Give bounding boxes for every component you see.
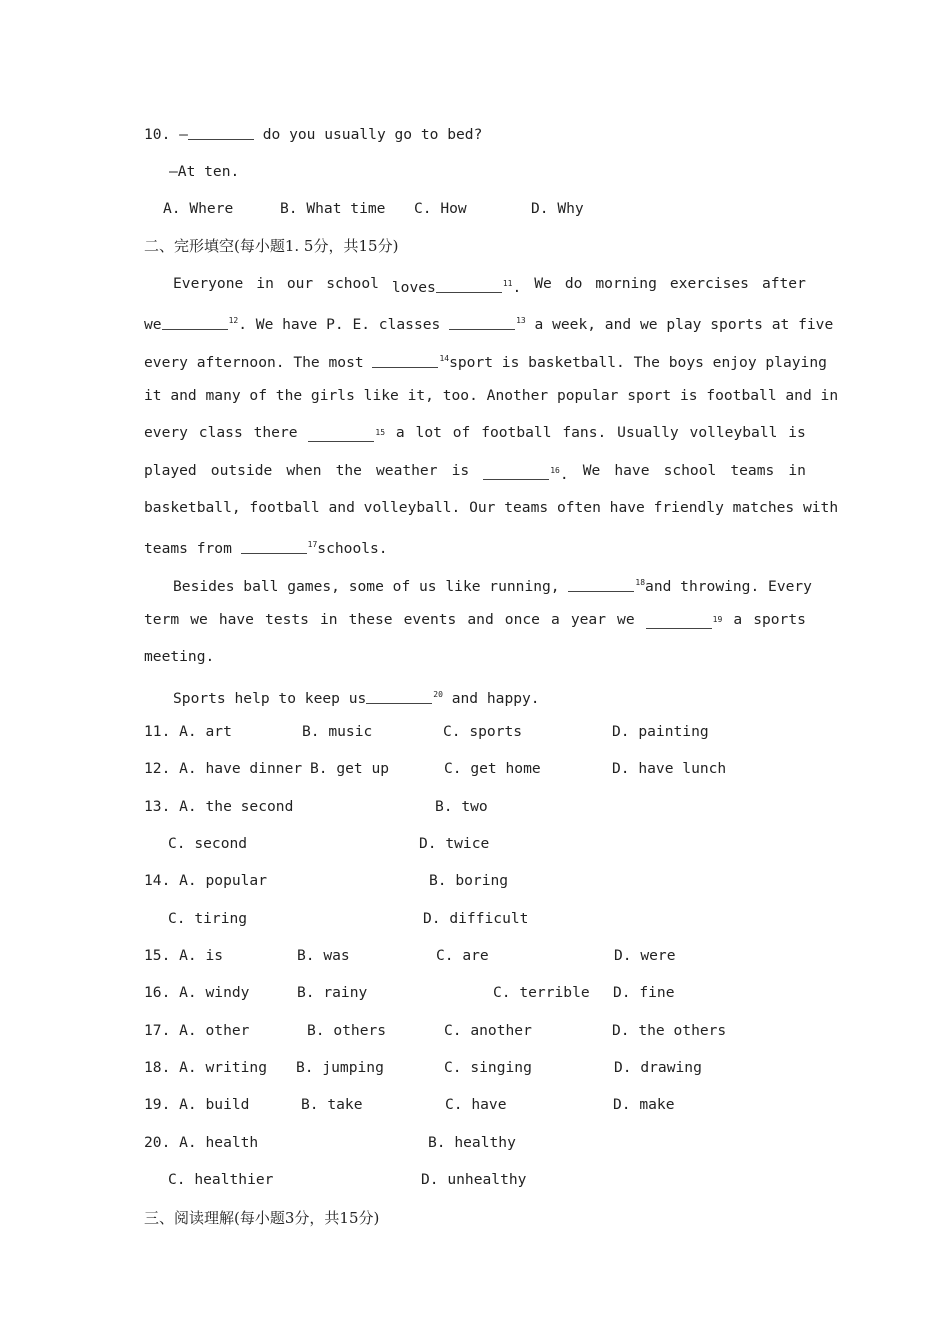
q10-option-a[interactable]: A. Where <box>163 200 234 217</box>
blank-16[interactable] <box>483 465 549 480</box>
q20-option-d[interactable]: D. unhealthy <box>421 1171 527 1188</box>
q14-option-c[interactable]: C. tiring <box>168 910 248 927</box>
q19-option-b[interactable]: B. take <box>301 1096 363 1113</box>
q10-stem <box>144 125 482 145</box>
q13-option-a[interactable]: 13. A. the second <box>144 798 294 815</box>
blank-14[interactable] <box>372 353 438 368</box>
blank-number-14: 14 <box>439 354 450 363</box>
q18-option-c[interactable]: C. singing <box>444 1059 532 1076</box>
q18-option-d[interactable]: D. drawing <box>614 1059 702 1076</box>
blank-13[interactable] <box>449 315 515 330</box>
blank-number-16: 16 <box>550 466 560 475</box>
q10-reply: —At ten. <box>169 163 240 180</box>
q18-option-a[interactable]: 18. A. writing <box>144 1059 268 1076</box>
q15-option-d[interactable]: D. were <box>614 947 676 964</box>
q16-option-a[interactable]: 16. A. windy <box>144 984 250 1001</box>
passage-line-5: every class there $^{15}$ a lot of football fans. Usually volleyball is <box>144 424 806 441</box>
q19-option-a[interactable]: 19. A. build <box>144 1096 250 1113</box>
q13-option-c[interactable]: C. second <box>168 835 248 852</box>
q20-option-a[interactable]: 20. A. health <box>144 1134 259 1151</box>
passage-p3-line-1: Sports help to keep us $^{20}$ and happy. <box>173 690 540 707</box>
blank-17[interactable] <box>241 539 307 554</box>
passage-line-6: played outside when the weather is $^{16}$. We have school teams in <box>144 462 806 483</box>
q16-option-d[interactable]: D. fine <box>613 984 675 1001</box>
passage-line-4: it and many of the girls like it, too. Another popular sport is football and in <box>144 387 839 404</box>
q20-option-b[interactable]: B. healthy <box>428 1134 516 1151</box>
blank-number-20: 20 <box>433 690 443 699</box>
q13-option-b[interactable]: B. two <box>435 798 488 815</box>
q11-option-a[interactable]: 11. A. art <box>144 723 232 740</box>
blank-20[interactable] <box>366 689 432 704</box>
q12-option-a[interactable]: 12. A. have dinner <box>144 760 303 777</box>
section3-heading: 三、阅读理解(每小题3分，共15分) <box>144 1209 380 1227</box>
q12-option-c[interactable]: C. get home <box>444 760 541 777</box>
passage-line-8: teams from $^{17}$schools. <box>144 540 388 557</box>
blank-number-15: 15 <box>375 428 386 437</box>
q10-blank[interactable] <box>188 125 254 140</box>
q11-option-b[interactable]: B. music <box>302 723 373 740</box>
q16-option-b[interactable]: B. rainy <box>297 984 368 1001</box>
q12-option-b[interactable]: B. get up <box>310 760 390 777</box>
q10-option-c[interactable]: C. How <box>414 200 467 217</box>
section2-heading: 二、完形填空(每小题1. 5分，共15分) <box>144 237 399 255</box>
passage-line-1: Everyone in our school loves $^{11}$. We do morning exercises after <box>173 275 806 296</box>
blank-19[interactable] <box>646 614 712 629</box>
q17-option-c[interactable]: C. another <box>444 1022 532 1039</box>
q17-option-d[interactable]: D. the others <box>612 1022 727 1039</box>
q15-option-c[interactable]: C. are <box>436 947 489 964</box>
q10-suffix: do you usually go to bed? <box>253 126 483 143</box>
blank-12[interactable] <box>162 315 228 330</box>
q11-option-d[interactable]: D. painting <box>612 723 709 740</box>
passage-p2-line-3: meeting. <box>144 648 215 665</box>
q14-option-b[interactable]: B. boring <box>429 872 509 889</box>
blank-18[interactable] <box>568 577 634 592</box>
blank-number-19: 19 <box>712 615 723 624</box>
blank-11[interactable] <box>436 278 502 293</box>
q15-option-b[interactable]: B. was <box>297 947 350 964</box>
q19-option-d[interactable]: D. make <box>613 1096 675 1113</box>
passage-line-3: every afternoon. The most $^{14}$sport is basketball. The boys enjoy playing <box>144 354 827 371</box>
q13-option-d[interactable]: D. twice <box>419 835 490 852</box>
q15-option-a[interactable]: 15. A. is <box>144 947 224 964</box>
q17-option-a[interactable]: 17. A. other <box>144 1022 250 1039</box>
q17-option-b[interactable]: B. others <box>307 1022 387 1039</box>
blank-number-17: 17 <box>307 540 318 549</box>
q19-option-c[interactable]: C. have <box>445 1096 507 1113</box>
blank-number-18: 18 <box>635 578 646 587</box>
blank-15[interactable] <box>308 427 374 442</box>
q11-option-c[interactable]: C. sports <box>443 723 523 740</box>
q14-option-a[interactable]: 14. A. popular <box>144 872 268 889</box>
passage-p2-line-1: Besides ball games, some of us like running, $^{18}$and throwing. Every <box>173 578 812 595</box>
q20-option-c[interactable]: C. healthier <box>168 1171 274 1188</box>
q18-option-b[interactable]: B. jumping <box>296 1059 384 1076</box>
passage-p2-line-2: term we have tests in these events and once a year we $^{19}$ a sports <box>144 611 806 628</box>
q16-option-c[interactable]: C. terrible <box>493 984 590 1001</box>
blank-number-12: 12 <box>228 316 239 325</box>
q10-option-b[interactable]: B. What time <box>280 200 386 217</box>
q14-option-d[interactable]: D. difficult <box>423 910 529 927</box>
q12-option-d[interactable]: D. have lunch <box>612 760 727 777</box>
blank-number-11: 11 <box>502 279 513 288</box>
passage-line-2: we $^{12}$. We have P. E. classes $^{13}$ a week, and we play sports at five <box>144 316 834 333</box>
q10-option-d[interactable]: D. Why <box>531 200 584 217</box>
q10-prefix: 10. — <box>144 126 188 143</box>
blank-number-13: 13 <box>516 316 526 325</box>
passage-line-7: basketball, football and volleyball. Our teams often have friendly matches with <box>144 499 839 516</box>
